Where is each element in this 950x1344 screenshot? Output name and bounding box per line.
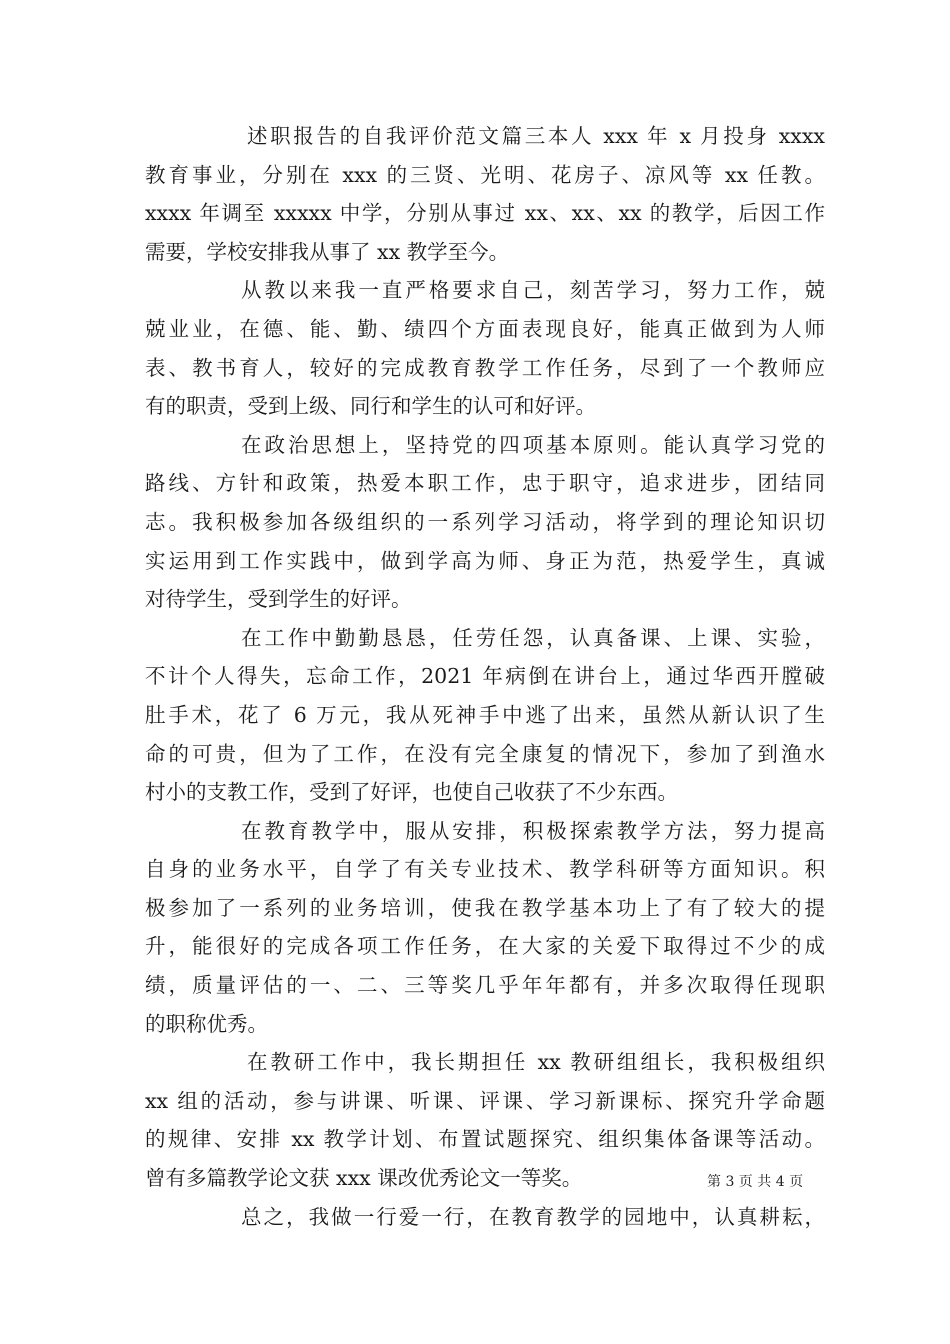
text-line: 的规律、安排 xx 教学计划、布置试题探究、组织集体备课等活动。 (145, 1127, 825, 1152)
text-line: 不计个人得失，忘命工作，2021 年病倒在讲台上，通过华西开膛破 (145, 664, 825, 689)
text-line: 曾有多篇教学论文获 xxx 课改优秀论文一等奖。 (145, 1166, 583, 1191)
text-line: 极参加了一系列的业务培训，使我在教学基本功上了有了较大的提 (145, 895, 825, 920)
text-line: 自身的业务水平，自学了有关专业技术、教学科研等方面知识。积 (145, 857, 825, 882)
text-line: xxxx 年调至 xxxxx 中学，分别从事过 xx、xx、xx 的教学，后因工作 (145, 201, 825, 226)
text-line: 村小的支教工作，受到了好评，也使自己收获了不少东西。 (145, 780, 678, 805)
text-line: xx 组的活动，参与讲课、听课、评课、学习新课标、探究升学命题 (145, 1088, 825, 1113)
document-body (145, 117, 825, 1236)
page-number-footer: 第 3 页 共 4 页 (707, 1174, 804, 1190)
text-line: 在政治思想上，坚持党的四项基本原则。能认真学习党的 (241, 432, 825, 457)
text-line: 兢业业，在德、能、勤、绩四个方面表现良好，能真正做到为人师 (145, 316, 825, 341)
text-line: 从教以来我一直严格要求自己，刻苦学习，努力工作，兢 (241, 278, 825, 303)
text-line: 在教研工作中，我长期担任 xx 教研组组长，我积极组织 (247, 1050, 825, 1075)
text-line: 对待学生，受到学生的好评。 (145, 587, 412, 612)
text-line: 绩，质量评估的一、二、三等奖几乎年年都有，并多次取得任现职 (145, 973, 825, 998)
paragraph-7 (145, 1198, 825, 1237)
text-line: 有的职责，受到上级、同行和学生的认可和好评。 (145, 394, 596, 419)
text-line: 的职称优秀。 (145, 1011, 268, 1036)
text-line: 表、教书育人，较好的完成教育教学工作任务，尽到了一个教师应 (145, 355, 825, 380)
text-line: 在工作中勤勤恳恳，任劳任怨，认真备课、上课、实验， (241, 625, 825, 650)
text-line: 肚手术，花了 6 万元，我从死神手中逃了出来，虽然从新认识了生 (145, 702, 825, 727)
text-line: 教育事业，分别在 xxx 的三贤、光明、花房子、凉风等 xx 任教。 (145, 162, 825, 187)
text-line: 总之，我做一行爱一行，在教育教学的园地中，认真耕耘， (241, 1204, 825, 1229)
text-line: 命的可贵，但为了工作，在没有完全康复的情况下，参加了到渔水 (145, 741, 825, 766)
paragraph-5 (145, 812, 825, 1044)
paragraph-1 (145, 117, 825, 271)
text-line: 升，能很好的完成各项工作任务，在大家的关爱下取得过不少的成 (145, 934, 825, 959)
paragraph-4 (145, 619, 825, 812)
text-line: 在教育教学中，服从安排，积极探索教学方法，努力提高 (241, 818, 825, 843)
text-line: 路线、方针和政策，热爱本职工作，忠于职守，追求进步，团结同 (145, 471, 825, 496)
text-line: 志。我积极参加各级组织的一系列学习活动，将学到的理论知识切 (145, 509, 825, 534)
text-line: 述职报告的自我评价范文篇三本人 xxx 年 x 月投身 xxxx (247, 124, 825, 148)
paragraph-2 (145, 271, 825, 425)
text-line: 需要，学校安排我从事了 xx 教学至今。 (145, 239, 510, 264)
paragraph-3 (145, 426, 825, 619)
text-line: 实运用到工作实践中，做到学高为师、身正为范，热爱学生，真诚 (145, 548, 825, 573)
